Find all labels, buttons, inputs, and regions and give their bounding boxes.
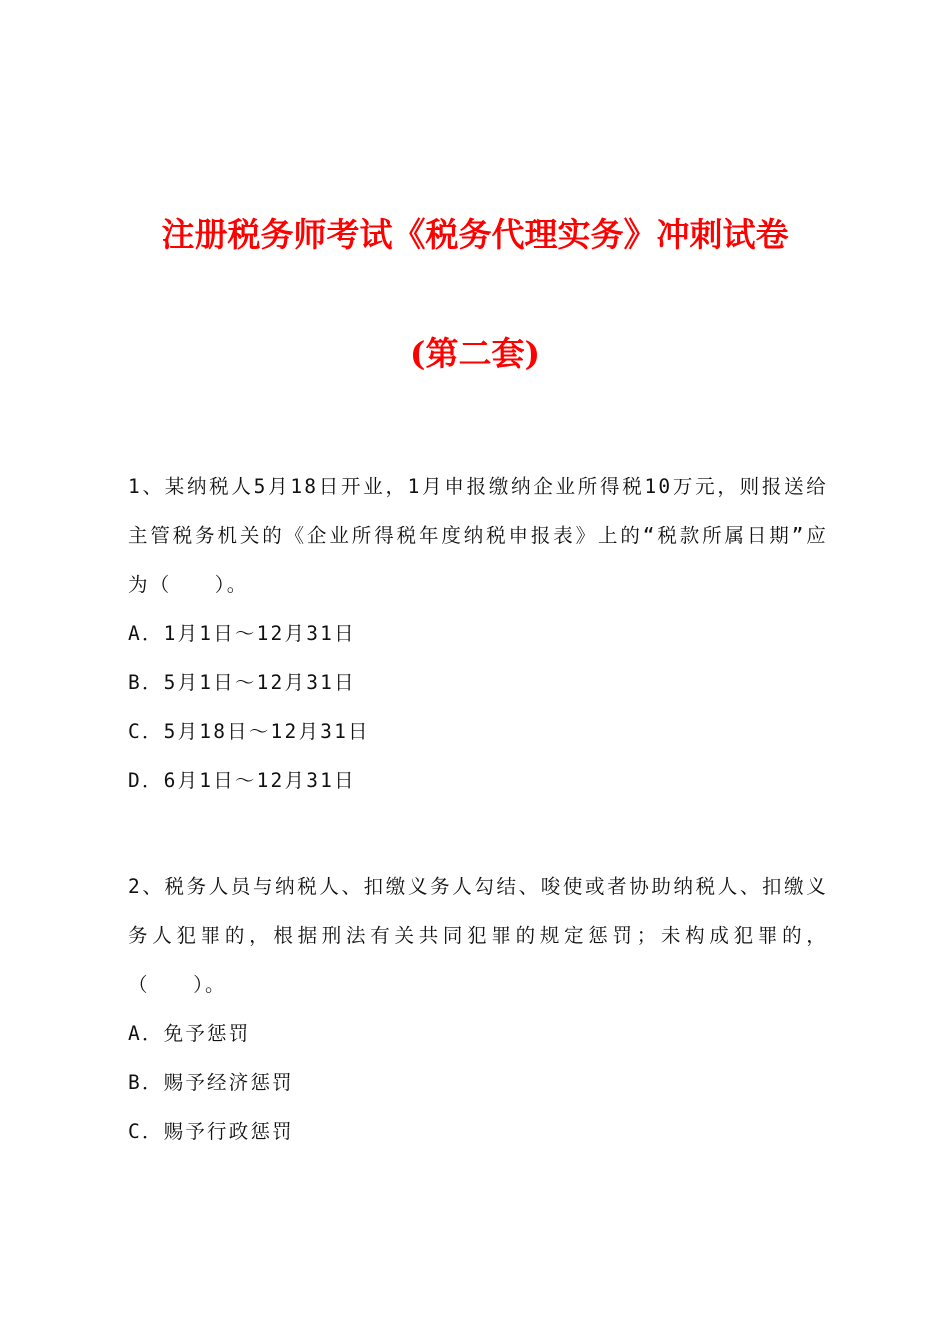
- question-1: [128, 462, 828, 805]
- question-1-option-d: D．6月1日～12月31日: [128, 769, 356, 792]
- question-2: [128, 862, 828, 1156]
- document-title: 注册税务师考试《税务代理实务》冲刺试卷: [161, 215, 789, 254]
- question-1-option-c: C．5月18日～12月31日: [128, 720, 370, 743]
- question-1-text: 1、某纳税人5月18日开业，1月申报缴纳企业所得税10万元，则报送给主管税务机关的《企业所得税年度纳税申报表》上的“税款所属日期”应为（ ）。: [128, 475, 828, 596]
- question-2-option-b: B．赐予经济惩罚: [128, 1071, 294, 1094]
- question-2-option-a: A．免予惩罚: [128, 1022, 251, 1045]
- question-1-option-a: A．1月1日～12月31日: [128, 622, 356, 645]
- question-2-text: 2、税务人员与纳税人、扣缴义务人勾结、唆使或者协助纳税人、扣缴义务人犯罪的，根据刑法有关共同犯罪的规定惩罚；未构成犯罪的，（ ）。: [128, 875, 828, 996]
- question-2-option-c: C．赐予行政惩罚: [128, 1120, 294, 1143]
- document-subtitle: (第二套): [409, 334, 541, 373]
- question-1-option-b: B．5月1日～12月31日: [128, 671, 356, 694]
